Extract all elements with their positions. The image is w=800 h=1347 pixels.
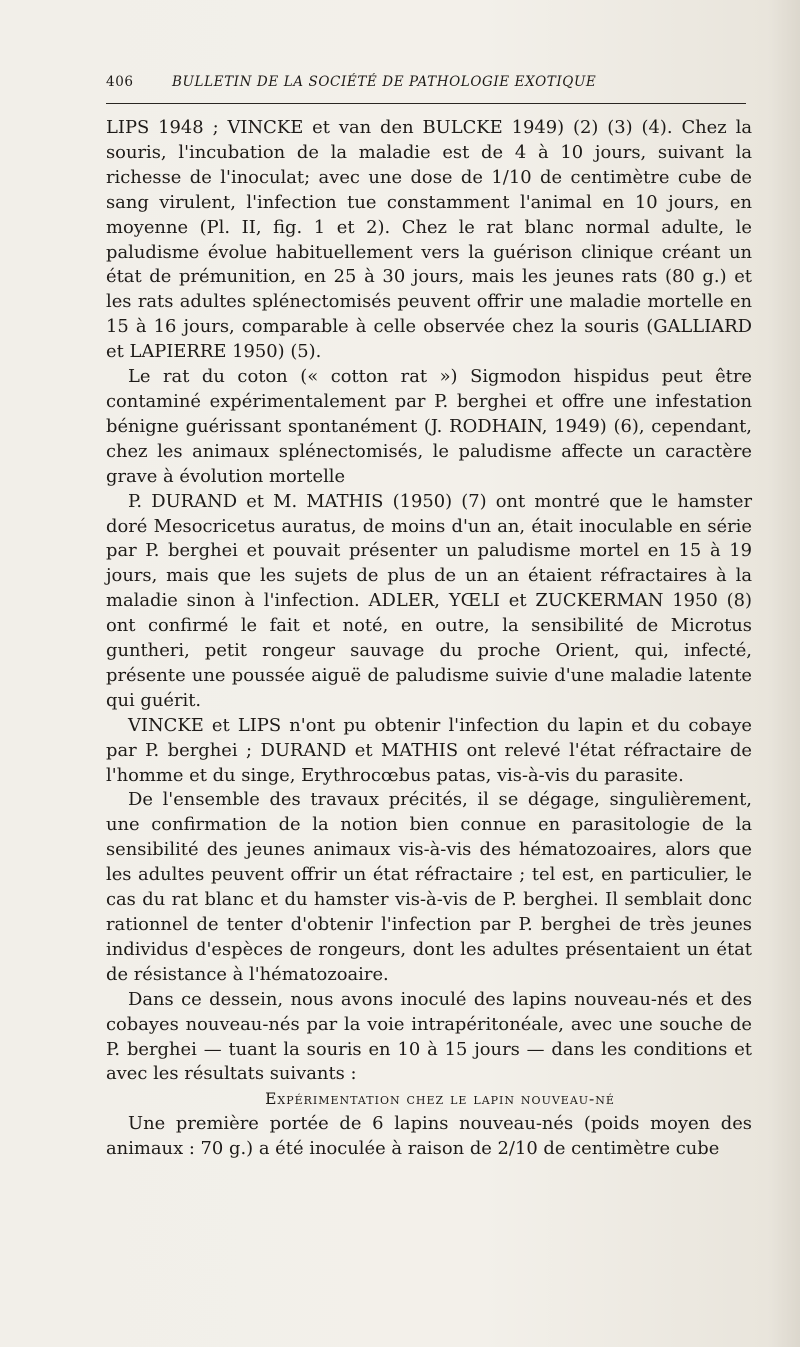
page-number: 406 (106, 74, 134, 90)
paragraph-6: Dans ce dessein, nous avons inoculé des lapins nouveau-nés et des cobayes nouveau-nés par la voie intrapéritonéale, avec une souche de P. berghei — tuant la souris en 10 à 15 jours — dans les conditions et avec les résultats suivants : (106, 988, 752, 1085)
paragraph-7: Une première portée de 6 lapins nouveau-nés (poids moyen des animaux : 70 g.) a été inoculée à raison de 2/10 de centimètre cube (106, 1113, 752, 1160)
paragraph-2: Le rat du coton (« cotton rat ») Sigmodon hispidus peut être contaminé expérimentalement par P. berghei et offre une infestation bénigne guérissant spontanément (J. RODHAIN, 1949) (6), cependant, chez les animaux splénectomisés, le paludisme affecte un caractère grave à évolution mortelle (106, 366, 752, 487)
header-rule (106, 103, 746, 104)
article-body (106, 116, 752, 1162)
paragraph-3: P. DURAND et M. MATHIS (1950) (7) ont montré que le hamster doré Mesocricetus auratus, de moins d'un an, était inoculable en série par P. berghei et pouvait présenter un paludisme mortel en 15 à 19 jours, mais que les sujets de plus de un an étaient réfractaires à la maladie sinon à l'infection. ADLER, YŒLI et ZUCKERMAN 1950 (8) ont confirmé le fait et noté, en outre, la sensibilité de Microtus guntheri, petit rongeur sauvage du proche Orient, qui, infecté, présente une poussée aiguë de paludisme suivie d'une maladie latente qui guérit. (106, 490, 752, 711)
section-heading: Expérimentation chez le lapin nouveau-né (265, 1090, 615, 1109)
journal-title: BULLETIN DE LA SOCIÉTÉ DE PATHOLOGIE EXOTIQUE (172, 74, 597, 90)
paragraph-4: VINCKE et LIPS n'ont pu obtenir l'infection du lapin et du cobaye par P. berghei ; DURAND et MATHIS ont relevé l'état réfractaire de l'homme et du singe, Erythrocœbus patas, vis-à-vis du parasite. (106, 714, 752, 786)
paragraph-5: De l'ensemble des travaux précités, il se dégage, singulièrement, une confirmation de la notion bien connue en parasitologie de la sensibilité des jeunes animaux vis-à-vis des hématozoaires, alors que les adultes peuvent offrir un état réfractaire ; tel est, en particulier, le cas du rat blanc et du hamster vis-à-vis de P. berghei. Il semblait donc rationnel de tenter d'obtenir l'infection par P. berghei de très jeunes individus d'espèces de rongeurs, dont les adultes présentaient un état de résistance à l'hématozoaire. (106, 789, 752, 985)
paragraph-1: LIPS 1948 ; VINCKE et van den BULCKE 1949) (2) (3) (4). Chez la souris, l'incubation de la maladie est de 4 à 10 jours, suivant la richesse de l'inoculat; avec une dose de 1/10 de centimètre cube de sang virulent, l'infection tue constamment l'animal en 10 jours, en moyenne (Pl. II, fig. 1 et 2). Chez le rat blanc normal adulte, le paludisme évolue habituellement vers la guérison clinique créant un état de prémunition, en 25 à 30 jours, mais les jeunes rats (80 g.) et les rats adultes splénectomisés peuvent offrir une maladie mortelle en 15 à 16 jours, comparable à celle observée chez la souris (GALLIARD et LAPIERRE 1950) (5). (106, 117, 752, 363)
